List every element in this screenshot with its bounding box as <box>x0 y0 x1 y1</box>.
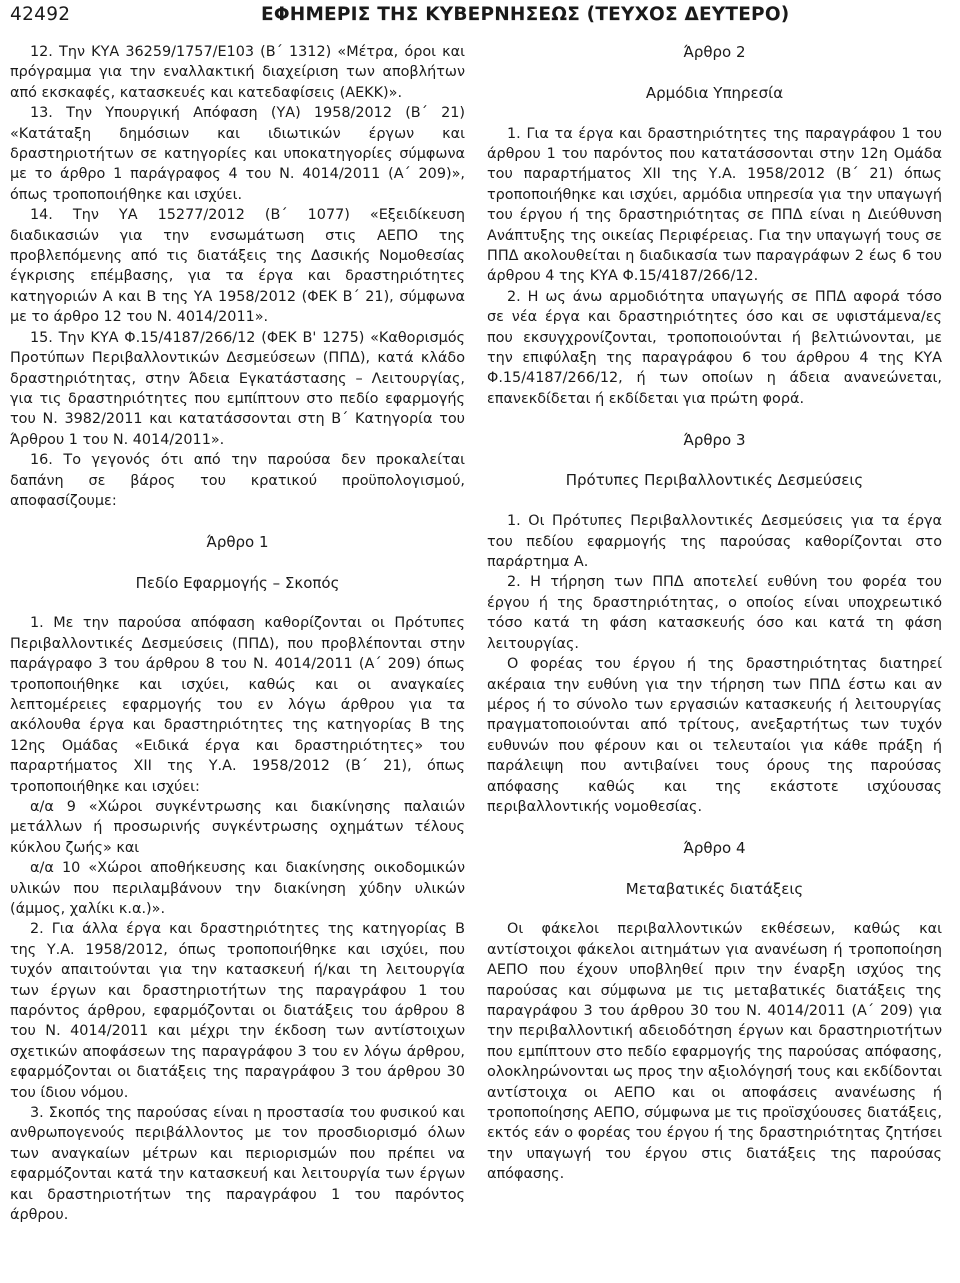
page-header <box>10 4 950 26</box>
article-1-paragraph-2: 2. Για άλλα έργα και δραστηριότητες της κατηγορίας Β της Υ.Α. 1958/2012, όπως τροποποιήθηκε και ισχύει, που τυχόν απαιτούνται για την κατασκευή ή/και τη λειτουργία των έργων και δραστηριοτήτων της παραγράφου 1 του παρόντος άρθρου, εφαρμόζονται οι διατάξεις του άρθρου 8 του Ν. 4014/2011 και μέχρι την έκδοση των αντίστοιχων σχετικών αποφάσεων της παραγράφου 3 του εν λόγω άρθρου, εφαρμόζονται οι διατάξεις της παραγράφου 3 του άρθρου 30 του ίδιου νόμου. <box>10 921 465 1101</box>
spacer <box>487 858 942 878</box>
paragraph-12: 12. Την ΚΥΑ 36259/1757/Ε103 (Β΄ 1312) «Μέτρα, όροι και πρόγραμμα για την εναλλακτική διαχείριση των αποβλήτων από εκσκαφές, κατασκευές και κατεδαφίσεις (ΑΕΚΚ)». <box>10 44 465 101</box>
article-3-title: Άρθρο 3 <box>683 430 746 449</box>
article-4-paragraph-1: Οι φάκελοι περιβαλλοντικών εκθέσεων, καθώς και αντίστοιχοι φάκελοι αιτημάτων για ανανέωση ή τροποποίηση ΑΕΠΟ που έχουν υποβληθεί πριν την έναρξη ισχύος της παρούσας και σύμφωνα με τις μεταβατικές διατάξεις της παραγράφου 3 του άρθρου 30 του Ν. 4014/2011 (Α΄ 209) για την περιβαλλοντική αδειοδότηση έργων και δραστηριοτήτων που εμπίπτουν στο πεδίο εφαρμογής της παρούσας απόφασης, ολοκληρώνονται ως προς την αξιολόγησή τους και εκδίδονται αντίστοιχα οι ΑΕΠΟ και οι αποφάσεις ανανέωσης ή τροποποίησης ΑΕΠΟ, σύμφωνα με τις προϊσχύουσες διατάξεις, εκτός εάν ο φορέας του έργου ή της δραστηριότητας ζητήσει την υπαγωγή του έργου στις διατάξεις της παρούσας απόφασης. <box>487 921 942 1183</box>
spacer <box>487 62 942 82</box>
article-2-title: Άρθρο 2 <box>683 43 746 61</box>
article-1-item-9: α/α 9 «Χώροι συγκέντρωσης και διακίνησης παλαιών μετάλλων ή προσωρινής συγκέντρωσης οχημάτων τέλους κύκλου ζωής» και <box>10 798 465 856</box>
spacer <box>487 491 942 511</box>
journal-title: ΕΦΗΜΕΡΙΣ ΤΗΣ ΚΥΒΕΡΝΗΣΕΩΣ (ΤΕΥΧΟΣ ΔΕΥΤΕΡΟ) <box>261 4 790 25</box>
article-1-title: Άρθρο 1 <box>206 532 269 551</box>
article-4-subtitle: Μεταβατικές διατάξεις <box>625 879 804 898</box>
article-1-paragraph-3: 3. Σκοπός της παρούσας είναι η προστασία του φυσικού και ανθρωπογενούς περιβάλλοντος με τον προσδιορισμό όλων των αναγκαίων μέτρων και περιορισμών που πρέπει να εφαρμόζονται κατά την κατασκευή και λειτουργία των έργων και δραστηριοτήτων της παραγράφου 1 του παρόντος άρθρου. <box>10 1105 465 1224</box>
article-4-title: Άρθρο 4 <box>683 838 746 857</box>
paragraph-16: 16. Το γεγονός ότι από την παρούσα δεν προκαλείται δαπάνη σε βάρος του κρατικού προϋπολογισμού, αποφασίζουμε: <box>10 452 465 509</box>
left-column <box>10 42 465 1226</box>
spacer <box>487 409 942 429</box>
article-1-paragraph-1: 1. Με την παρούσα απόφαση καθορίζονται οι Πρότυπες Περιβαλλοντικές Δεσμεύσεις (ΠΠΔ), που προβλέπονται στην παράγραφο 3 του άρθρου 8 του Ν. 4014/2011 (Α΄ 209) όπως τροποποιήθηκε και ισχύει, καθώς και οι αναγκαίες λεπτομέρειες εφαρμογής του εν λόγω άρθρου για τα ακόλουθα έργα και δραστηριότητες της κατηγορίας Β της 12ης Ομάδας «Ειδικά έργα και δραστηριότητες» του παραρτήματος XII της Υ.Α. 1958/2012 (Β΄ 21), όπως τροποποιήθηκε και ισχύει: <box>10 615 465 795</box>
article-1-item-10: α/α 10 «Χώροι αποθήκευσης και διακίνησης οικοδομικών υλικών που περιλαμβάνουν την διακίνηση χύδην υλικών (άμμος, χαλίκι κ.α.)». <box>10 860 465 918</box>
article-2-subtitle: Αρμόδια Υπηρεσία <box>645 83 784 102</box>
spacer <box>487 817 942 837</box>
paragraph-13: 13. Την Υπουργική Απόφαση (ΥΑ) 1958/2012 (Β΄ 21) «Κατάταξη δημόσιων και ιδιωτικών έργων και δραστηριοτήτων σε κατηγορίες και υποκατηγορίες σύμφωνα με το άρθρο 1 παράγραφος 4 του Ν. 4014/2011 (Α΄ 209)», όπως τροποποιήθηκε και ισχύει. <box>10 105 465 203</box>
article-2-paragraph-1: 1. Για τα έργα και δραστηριότητες της παραγράφου 1 του άρθρου 1 του παρόντος που κατατάσσονται στην 12η Ομάδα του παραρτήματος XII της Υ.Α. 1958/2012 (Β΄ 21) όπως τροποποιήθηκε και ισχύει, αρμόδια υπηρεσία για την υπαγωγή του έργου ή της δραστηριότητας σε ΠΠΔ είναι η Διεύθυνση Ανάπτυξης της οικείας Περιφέρειας. Για την υπαγωγή τους σε ΠΠΔ ακολουθείται η διαδικασία των παραγράφων 2 έως 6 του άρθρου 4 της ΚΥΑ Φ.15/4187/266/12. <box>487 125 942 285</box>
article-3-paragraph-2: 2. Η τήρηση των ΠΠΔ αποτελεί ευθύνη του φορέα του έργου ή της δραστηριότητας, ο οποίος είναι υποχρεωτικό τόσο κατά τη φάση κατασκευής όσο και κατά τη φάση λειτουργίας. <box>487 574 942 652</box>
article-2-paragraph-2: 2. Η ως άνω αρμοδιότητα υπαγωγής σε ΠΠΔ αφορά τόσο σε νέα έργα και δραστηριότητες όσο και σε υφιστάμενα/ες που εκσυγχρονίζονται, τροποποιούνται ή βελτιώνονται, με την επιφύλαξη της παραγράφου 6 του άρθρου 4 της ΚΥΑ Φ.15/4187/266/12, ή των οποίων η άδεια ανανεώνεται, επανεκδίδεται ή εκδίδεται για πρώτη φορά. <box>487 288 942 407</box>
article-1-subtitle: Πεδίο Εφαρμογής – Σκοπός <box>135 573 340 592</box>
article-3-paragraph-3: Ο φορέας του έργου ή της δραστηριότητας διατηρεί ακέραια την ευθύνη για την τήρηση των ΠΠΔ έστω και αν μέρος ή το σύνολο των εργασιών κατασκευής ή λειτουργίας πραγματοποιούνται από τρίτους, ανεξαρτήτως των τυχόν ευθυνών που φέρουν και οι τελευταίοι για κάθε πράξη ή παράλειψη που αντιβαίνει τους όρους της παρούσας απόφασης καθώς και της εκάστοτε ισχύουσας περιβαλλοντικής νομοθεσίας. <box>487 656 942 815</box>
spacer <box>10 593 465 613</box>
spacer <box>487 450 942 470</box>
spacer <box>487 899 942 919</box>
paragraph-14: 14. Την ΥΑ 15277/2012 (Β΄ 1077) «Εξειδίκευση διαδικασιών για την ενσωμάτωση στις ΑΕΠΟ της προβλεπόμενης από τις διατάξεις της Δασικής Νομοθεσίας έγκρισης επέμβασης, για τα έργα και δραστηριότητες κατηγοριών Α και Β της ΥΑ 1958/2012 (ΦΕΚ Β΄ 21), σύμφωνα με το άρθρο 12 του Ν. 4014/2011». <box>10 207 465 326</box>
right-column <box>487 42 942 1185</box>
article-3-paragraph-1: 1. Οι Πρότυπες Περιβαλλοντικές Δεσμεύσεις για τα έργα του πεδίου εφαρμογής της παρούσας καθορίζονται στο παράρτημα Α. <box>487 513 942 571</box>
spacer <box>487 103 942 123</box>
spacer <box>10 511 465 531</box>
paragraph-15: 15. Την ΚΥΑ Φ.15/4187/266/12 (ΦΕΚ Β' 1275) «Καθορισμός Προτύπων Περιβαλλοντικών Δεσμεύσεων (ΠΠΔ), κατά κλάδο δραστηριότητας, στην Άδεια Εγκατάστασης – Λειτουργίας, για τις δραστηριότητες που εμπίπτουν στο πεδίο εφαρμογής του Ν. 3982/2011 και κατατάσσονται στη Β΄ Κατηγορία του Άρθρου 1 του Ν. 4014/2011». <box>10 329 465 448</box>
article-3-subtitle: Πρότυπες Περιβαλλοντικές Δεσμεύσεις <box>565 471 864 490</box>
spacer <box>10 552 465 572</box>
page-number: 42492 <box>10 4 71 25</box>
